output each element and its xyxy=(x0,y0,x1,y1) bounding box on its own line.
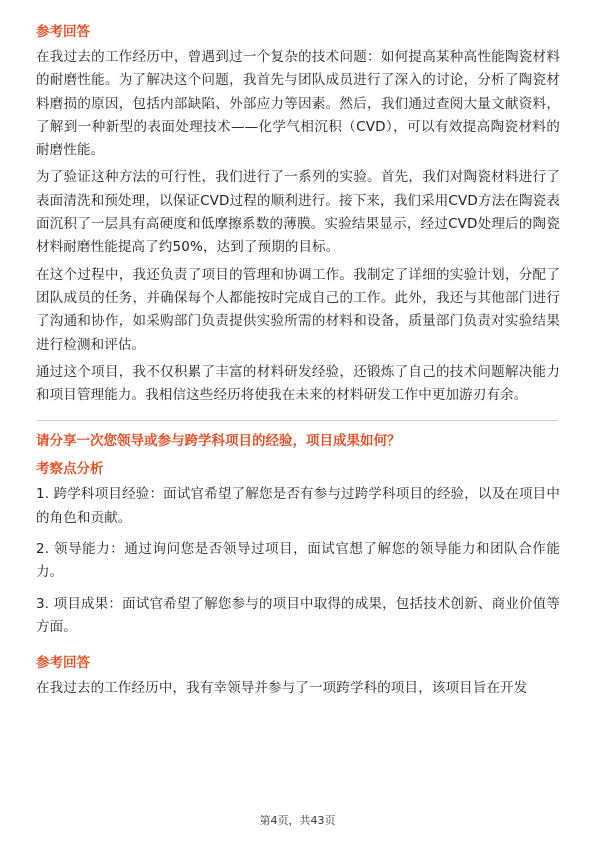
page-content xyxy=(36,22,560,705)
reference-answer-heading: 参考回答 xyxy=(36,24,90,40)
reference-answer-heading-2: 参考回答 xyxy=(36,655,90,672)
answer-paragraph-3: 在这个过程中，我还负责了项目的管理和协调工作。我制定了详细的实验计划，分配了团队成员的任务，并确保每个人都能按时完成自己的工作。此外，我还与其他部门进行了沟通和协作，如采购部门负责提供实验所需的材料和设备，质量部门负责对实验结果进行检测和评估。 xyxy=(36,266,560,353)
analysis-item-1: 1. 跨学科项目经验：面试官希望了解您是否有参与过跨学科项目的经验，以及在项目中的角色和贡献。 xyxy=(36,486,560,526)
analysis-heading: 考察点分析 xyxy=(36,461,104,478)
answer-paragraph-2: 为了验证这种方法的可行性，我们进行了一系列的实验。首先，我们对陶瓷材料进行了表面清洗和预处理，以保证CVD过程的顺利进行。接下来，我们采用CVD方法在陶瓷表面沉积了一层具有高硬度和低摩擦系数的薄膜。实验结果显示，经过CVD处理后的陶瓷材料耐磨性能提高了约50%，达到了预期的目标。 xyxy=(36,169,560,256)
analysis-item-3: 3. 项目成果：面试官希望了解您参与的项目中取得的成果，包括技术创新、商业价值等方面。 xyxy=(36,595,560,635)
question-title: 请分享一次您领导或参与跨学科项目的经验，项目成果如何？ xyxy=(36,433,401,450)
analysis-item-2: 2. 领导能力：通过询问您是否领导过项目，面试官想了解您的领导能力和团队合作能力。 xyxy=(36,541,560,581)
answer-paragraph-start: 在我过去的工作经历中，我有幸领导并参与了一项跨学科的项目，该项目旨在开发 xyxy=(36,680,528,697)
section-divider xyxy=(36,420,558,421)
page-number: 第4页，共43页 xyxy=(259,814,336,827)
answer-paragraph-4: 通过这个项目，我不仅积累了丰富的材料研发经验，还锻炼了自己的技术问题解决能力和项目管理能力。我相信这些经历将使我在未来的材料研发工作中更加游刃有余。 xyxy=(36,363,560,404)
answer-paragraph-1: 在我过去的工作经历中，曾遇到过一个复杂的技术问题：如何提高某种高性能陶瓷材料的耐磨性能。为了解决这个问题，我首先与团队成员进行了深入的讨论，分析了陶瓷材料磨损的原因，包括内部缺陷、外部应力等因素。然后，我们通过查阅大量文献资料，了解到一种新型的表面处理技术——化学气相沉积（CVD），可以有效提高陶瓷材料的耐磨性能。 xyxy=(36,49,560,159)
